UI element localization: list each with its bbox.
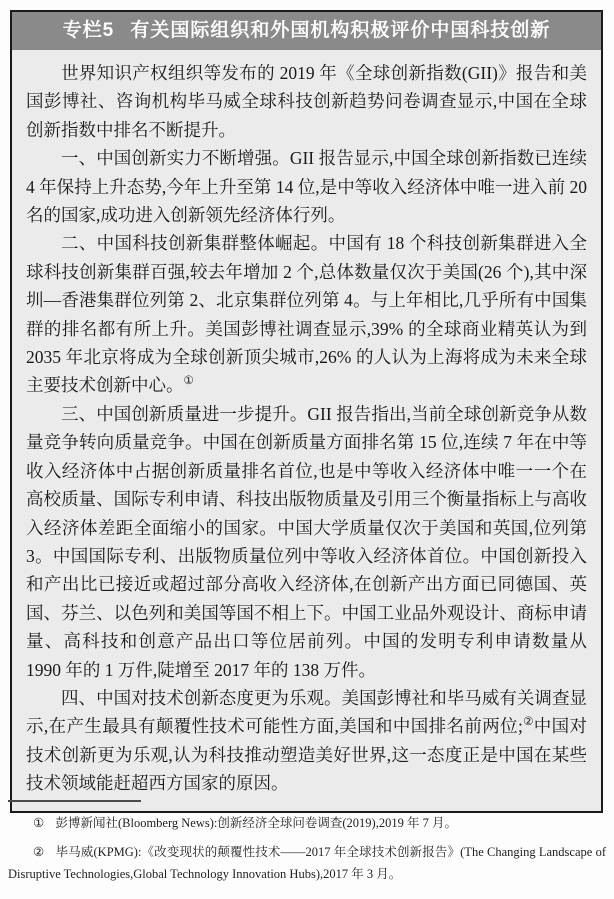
footnote-ref-1: ① bbox=[183, 375, 194, 388]
paragraph-text: 一、中国创新实力不断增强。GII 报告显示,中国全球创新指数已连续 4 年保持上升态势,今年上升至第 14 位,是中等收入经济体中唯一进入前 20 名的国家,成功进入创新领先经济体行列。 bbox=[26, 148, 587, 226]
footnote-marker: ① bbox=[33, 816, 45, 830]
column-box-number: 专栏5 bbox=[62, 20, 115, 41]
paragraph-point-4 bbox=[26, 684, 587, 798]
paragraph-intro bbox=[26, 59, 587, 144]
paragraph-text: 中国对技术创新更为乐观,认为科技推动塑造美好世界,这一态度正是中国在某些技术领域能赶超西方国家的原因。 bbox=[26, 716, 588, 794]
footnote-ref-2: ② bbox=[522, 716, 534, 729]
column-box-header bbox=[12, 12, 601, 50]
paragraph-text: 二、中国科技创新集群整体崛起。中国有 18 个科技创新集群进入全球科技创新集群百强,较去年增加 2 个,总体数量仅次于美国(26 个),其中深圳—香港集群位列第 2、北京集群位列第 4。与上年相比,几乎所有中国集群的排名都有所上升。美国彭博社调查显示,39% 的全球商业精英认为到 2035 年北京将成为全球创新顶尖城市,26% 的人认为上海将成为未来全球主要技术创新中心。 bbox=[26, 233, 587, 396]
paragraph-point-3 bbox=[26, 400, 587, 684]
paragraph-text: 世界知识产权组织等发布的 2019 年《全球创新指数(GII)》报告和美国彭博社、咨询机构毕马威全球科技创新趋势问卷调查显示,中国在全球创新指数中排名不断提升。 bbox=[26, 63, 587, 140]
footnote-marker: ② bbox=[33, 845, 45, 859]
footnotes bbox=[8, 810, 606, 892]
paragraph-text: 三、中国创新质量进一步提升。GII 报告指出,当前全球创新竞争从数量竞争转向质量竞争。中国在创新质量方面排名第 15 位,连续 7 年在中等收入经济体中占据创新质量排名首位,也是中等收入经济体中唯一一个在高校质量、国际专利申请、科技出版物质量及引用三个衡量指标上与高收入经济体差距全面缩小的国家。中国大学质量仅次于美国和英国,位列第 3。中国国际专利、出版物质量位列中等收入经济体首位。中国创新投入和产出比已接近或超过部分高收入经济体,在创新产出方面已同德国、英国、芬兰、以色列和美国等国不相上下。中国工业品外观设计、商标申请量、高科技和创意产品出口等位居前列。中国的发明专利申请数量从 1990 年的 1 万件,陡增至 2017 年的 138 万件。 bbox=[26, 403, 587, 680]
column-box bbox=[10, 10, 603, 813]
paragraph-point-1 bbox=[26, 144, 587, 229]
footnote-2 bbox=[8, 841, 606, 885]
footnote-text: 毕马威(KPMG):《改变现状的颠覆性技术——2017 年全球技术创新报告》(The Changing Landscape of Disruptive Technologies,Global Technology Innovation Hubs),2017 年 3 月。 bbox=[8, 845, 606, 881]
column-box-title: 有关国际组织和外国机构积极评价中国科技创新 bbox=[130, 20, 551, 41]
paragraph-text: 四、中国对技术创新态度更为乐观。美国彭博社和毕马威有关调查显示,在产生最具有颠覆性技术可能性方面,美国和中国排名前两位; bbox=[26, 687, 587, 737]
footnote-1 bbox=[8, 812, 606, 834]
paragraph-point-2 bbox=[26, 229, 587, 399]
footnote-separator bbox=[8, 800, 141, 802]
column-box-body bbox=[12, 50, 601, 811]
footnote-text: 彭博新闻社(Bloomberg News):创新经济全球问卷调查(2019),2019 年 7 月。 bbox=[55, 816, 457, 830]
